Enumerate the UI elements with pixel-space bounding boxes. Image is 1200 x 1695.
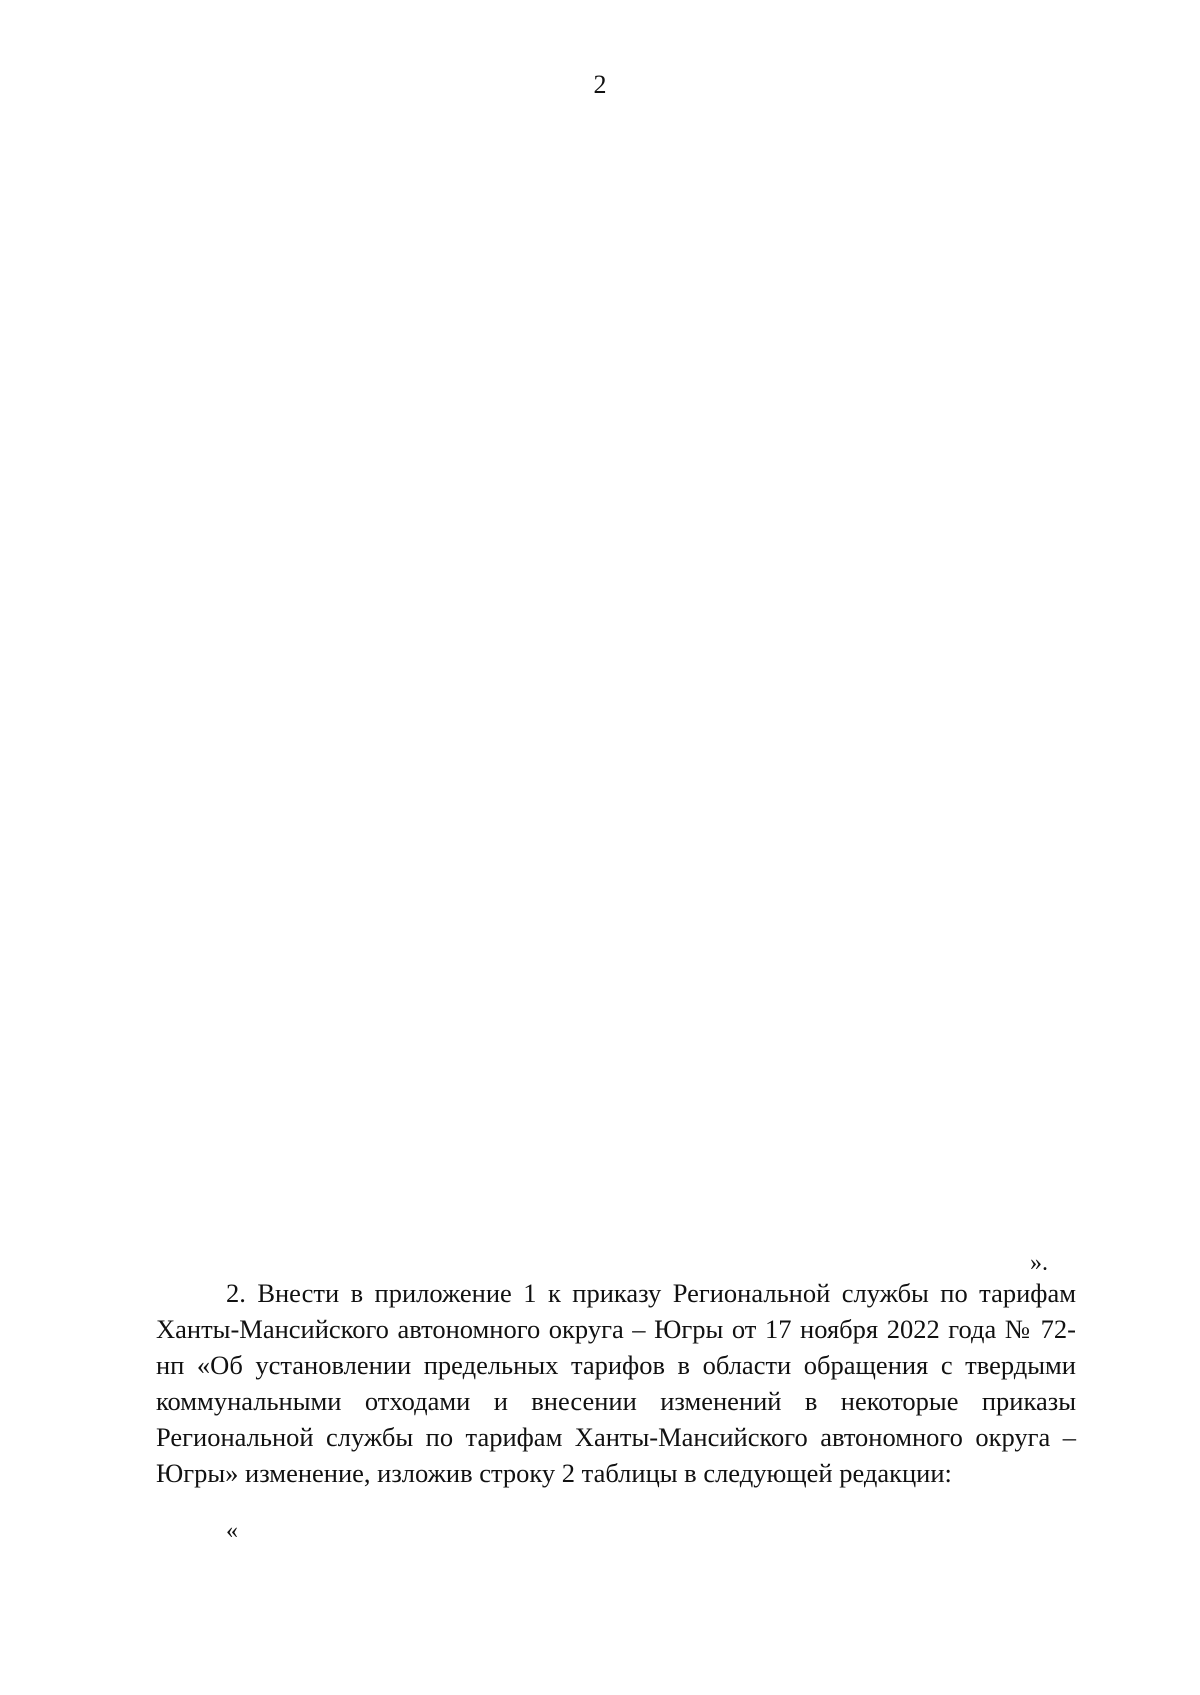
amendment-text: 2. Внести в приложение 1 к приказу Региональной службы по тарифам Ханты-Мансийского автономного округа – Югры от 17 ноября 2022 года № 72-нп «Об установлении предельных тарифов в области обращения с твердыми коммунальными отходами и внесении изменений в некоторые приказы Региональной службы по тарифам Ханты-Мансийского автономного округа – Югры» изменение, изложив строку 2 таблицы в следующей редакции: [156,1278,1076,1488]
closing-quote: ». [1030,1250,1048,1276]
opening-quote: « [226,1518,238,1544]
page-number: 2 [593,70,607,99]
amendment-paragraph [156,1275,1076,1491]
